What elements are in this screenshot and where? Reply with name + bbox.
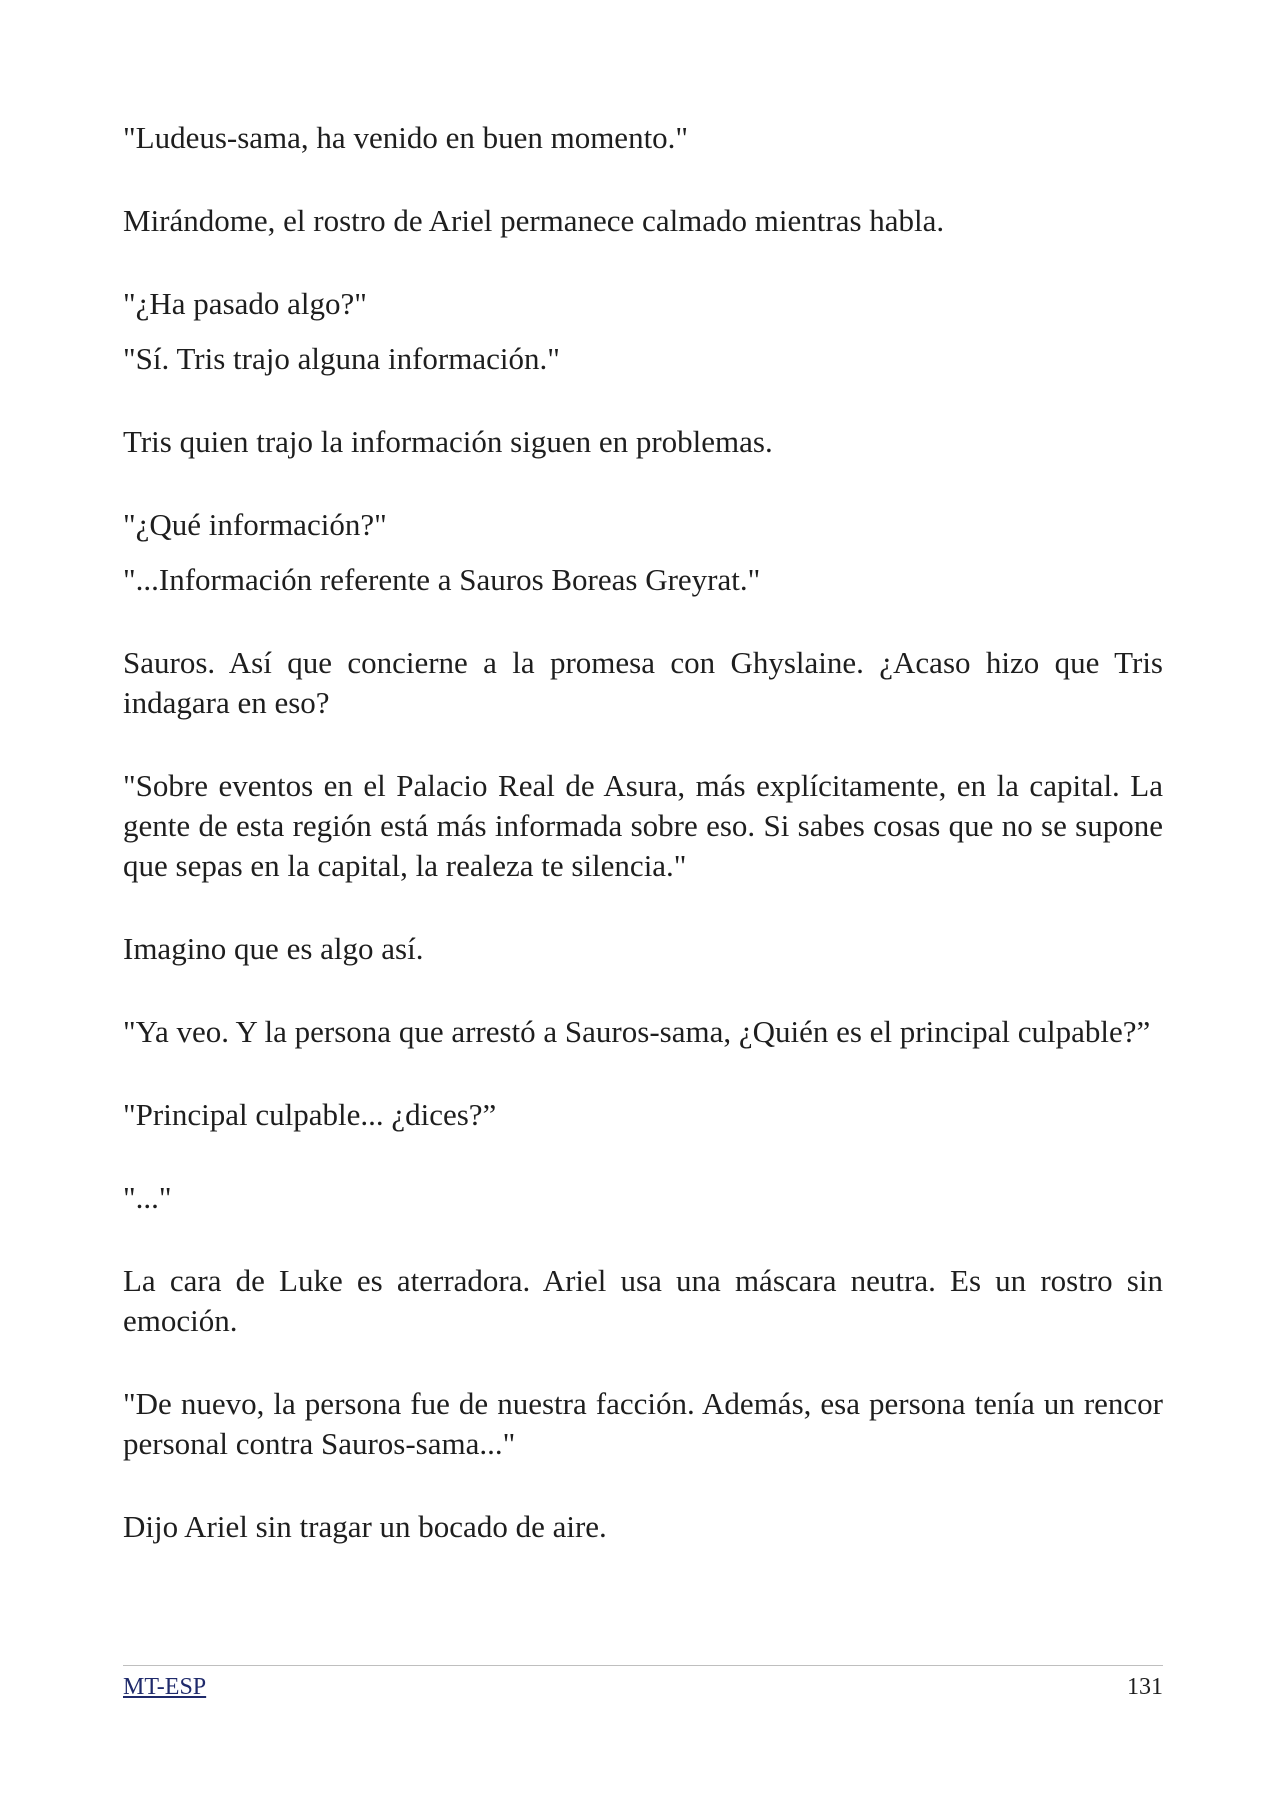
paragraph-3: "¿Ha pasado algo?"	[123, 286, 367, 321]
paragraph-13: "..."	[123, 1180, 172, 1215]
paragraph-7: "...Información referente a Sauros Boreas Greyrat."	[123, 562, 761, 597]
page-number: 131	[1127, 1674, 1163, 1700]
paragraph-8: Sauros. Así que concierne a la promesa con Ghyslaine. ¿Acaso hizo que Tris indagara en eso?	[123, 645, 1163, 720]
paragraph-4: "Sí. Tris trajo alguna información."	[123, 341, 560, 376]
paragraph-14: La cara de Luke es aterradora. Ariel usa una máscara neutra. Es un rostro sin emoción.	[123, 1263, 1163, 1338]
document-body	[123, 118, 1163, 1547]
paragraph-6: "¿Qué información?"	[123, 507, 387, 542]
paragraph-10: Imagino que es algo así.	[123, 931, 424, 966]
paragraph-1: "Ludeus-sama, ha venido en buen momento."	[123, 120, 689, 155]
paragraph-9: "Sobre eventos en el Palacio Real de Asura, más explícitamente, en la capital. La gente de esta región está más informada sobre eso. Si sabes cosas que no se supone que sepas en la capital, la realeza te silencia."	[123, 768, 1163, 883]
paragraph-2: Mirándome, el rostro de Ariel permanece calmado mientras habla.	[123, 203, 945, 238]
page-footer	[123, 1665, 1163, 1702]
paragraph-12: "Principal culpable... ¿dices?”	[123, 1097, 497, 1132]
paragraph-15: "De nuevo, la persona fue de nuestra facción. Además, esa persona tenía un rencor personal contra Sauros-sama..."	[123, 1386, 1163, 1461]
paragraph-5: Tris quien trajo la información siguen en problemas.	[123, 424, 773, 459]
footer-brand-link[interactable]: MT-ESP	[123, 1674, 207, 1700]
paragraph-11: "Ya veo. Y la persona que arrestó a Sauros-sama, ¿Quién es el principal culpable?”	[123, 1014, 1151, 1049]
paragraph-16: Dijo Ariel sin tragar un bocado de aire.	[123, 1509, 607, 1544]
